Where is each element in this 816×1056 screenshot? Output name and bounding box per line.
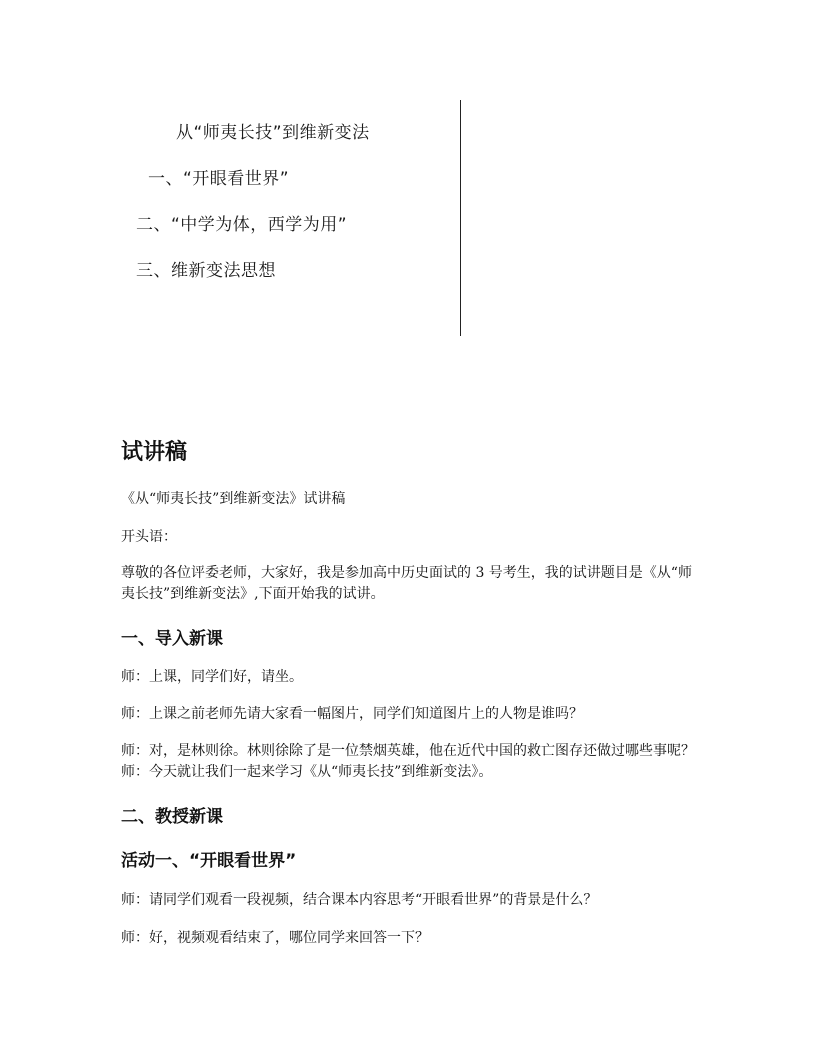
section1-heading: 一、导入新课 — [121, 629, 223, 649]
section1-paragraph-2: 师：上课之前老师先请大家看一幅图片，同学们知道图片上的人物是谁吗？ — [121, 706, 583, 722]
board-item-1: 一、“开眼看世界” — [148, 169, 290, 189]
document-subtitle: 《从“师夷长技”到维新变法》试讲稿 — [121, 491, 346, 507]
document-title: 试讲稿 — [121, 440, 188, 465]
section1-paragraph-3: 师：对，是林则徐。林则徐除了是一位禁烟英雄，他在近代中国的救亡图存还做过哪些事呢？师：今天就让我们一起来学习《从“师夷长技”到维新变法》。 — [121, 743, 695, 780]
blackboard-design — [110, 100, 462, 336]
board-title: 从“师夷长技”到维新变法 — [176, 123, 370, 143]
opening-label: 开头语： — [121, 529, 177, 545]
opening-paragraph: 尊敬的各位评委老师，大家好，我是参加高中历史面试的 3 号考生，我的试讲题目是《从“师夷长技”到维新变法》,下面开始我的试讲。 — [121, 565, 692, 602]
section1-paragraph-1: 师：上课，同学们好，请坐。 — [121, 669, 303, 685]
board-divider-line — [460, 100, 461, 336]
activity1-paragraph-1: 师：请同学们观看一段视频，结合课本内容思考“开眼看世界”的背景是什么？ — [121, 892, 598, 908]
board-item-2: 二、“中学为体，西学为用” — [136, 215, 348, 235]
activity1-heading: 活动一、“开眼看世界” — [121, 851, 297, 871]
activity1-paragraph-2: 师：好，视频观看结束了，哪位同学来回答一下？ — [121, 930, 429, 946]
board-item-3: 三、维新变法思想 — [136, 261, 276, 281]
section2-heading: 二、教授新课 — [121, 807, 223, 827]
